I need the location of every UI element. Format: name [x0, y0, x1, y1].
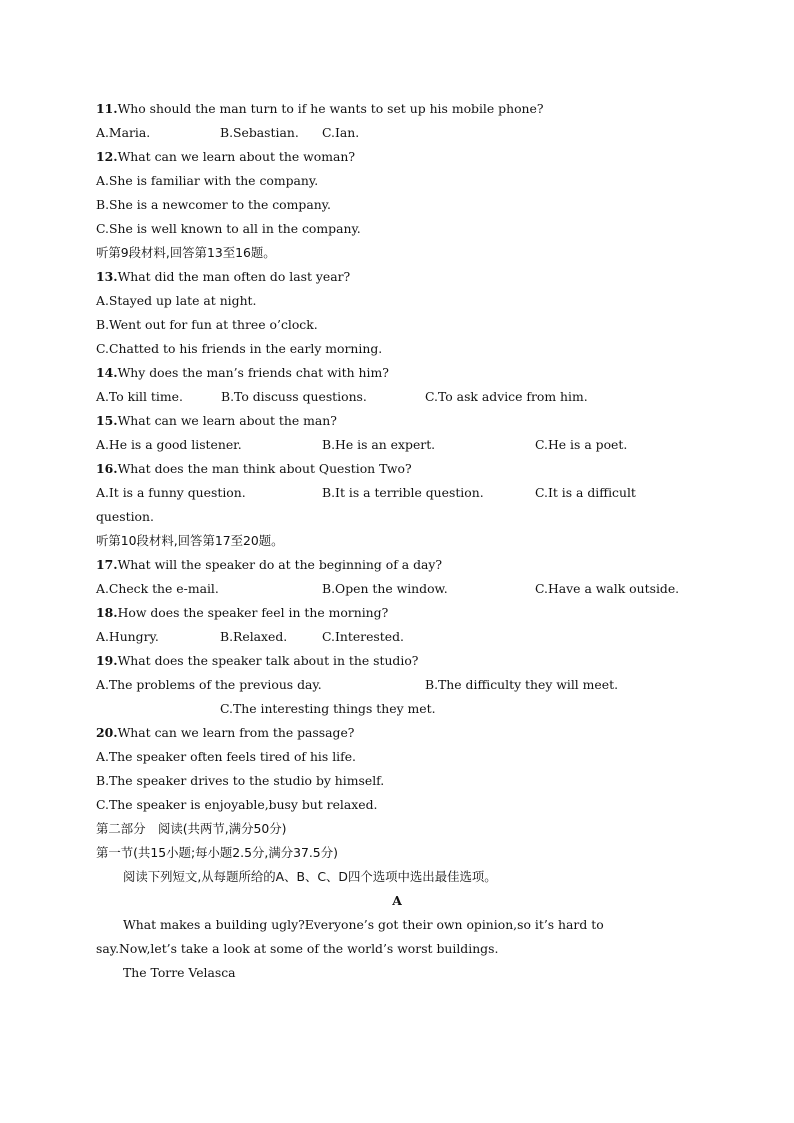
question-15	[96, 413, 337, 429]
question-text: How does the speaker feel in the morning?	[117, 605, 389, 620]
option-18-b: B.Relaxed.	[220, 629, 288, 644]
question-text: What does the man think about Question Two?	[117, 461, 412, 476]
question-13	[96, 269, 350, 285]
question-number: 12.	[96, 149, 118, 164]
option-16-c: C.It is a difficult	[535, 485, 636, 500]
question-14	[96, 365, 389, 381]
question-19	[96, 653, 418, 669]
question-number: 18.	[96, 605, 118, 620]
option-15-a: A.He is a good listener.	[96, 437, 242, 452]
option-18-c: C.Interested.	[322, 629, 404, 644]
option-11-b: B.Sebastian.	[220, 125, 299, 140]
option-13-a: A.Stayed up late at night.	[96, 293, 257, 308]
option-11-a: A.Maria.	[96, 125, 151, 140]
option-18-a: A.Hungry.	[96, 629, 159, 644]
option-20-b: B.The speaker drives to the studio by himself.	[96, 773, 385, 788]
option-12-c: C.She is well known to all in the company.	[96, 221, 361, 236]
question-number: 14.	[96, 365, 118, 380]
option-19-b: B.The difficulty they will meet.	[425, 677, 619, 692]
question-16	[96, 461, 412, 477]
option-19-c: C.The interesting things they met.	[220, 701, 436, 716]
question-18	[96, 605, 388, 621]
option-19-a: A.The problems of the previous day.	[96, 677, 322, 692]
question-number: 13.	[96, 269, 118, 284]
reading-instruction: 阅读下列短文,从每题所给的A、B、C、D四个选项中选出最佳选项。	[123, 869, 497, 884]
question-text: What does the speaker talk about in the studio?	[117, 653, 419, 668]
option-14-b: B.To discuss questions.	[221, 389, 367, 404]
option-12-a: A.She is familiar with the company.	[96, 173, 319, 188]
section-10-heading: 听第10段材料,回答第17至20题。	[96, 533, 284, 548]
option-13-b: B.Went out for fun at three o’clock.	[96, 317, 318, 332]
option-14-c: C.To ask advice from him.	[425, 389, 588, 404]
question-number: 20.	[96, 725, 118, 740]
question-text: What can we learn about the woman?	[117, 149, 355, 164]
question-11	[96, 101, 544, 117]
question-text: What can we learn from the passage?	[117, 725, 355, 740]
question-number: 11.	[96, 101, 118, 116]
question-20	[96, 725, 354, 741]
section-1-heading: 第一节(共15小题;每小题2.5分,满分37.5分)	[96, 845, 338, 860]
question-text: What can we learn about the man?	[117, 413, 337, 428]
option-17-b: B.Open the window.	[322, 581, 448, 596]
paragraph-1-line-2: say.Now,let’s take a look at some of the world’s worst buildings.	[96, 941, 499, 956]
question-text: What did the man often do last year?	[117, 269, 351, 284]
option-16-b: B.It is a terrible question.	[322, 485, 484, 500]
passage-label: A	[392, 893, 402, 908]
subheading-torre-velasca: The Torre Velasca	[123, 965, 236, 980]
option-11-c: C.Ian.	[322, 125, 360, 140]
question-number: 19.	[96, 653, 118, 668]
paragraph-1-line-1: What makes a building ugly?Everyone’s got their own opinion,so it’s hard to	[123, 917, 604, 932]
option-15-c: C.He is a poet.	[535, 437, 628, 452]
option-12-b: B.She is a newcomer to the company.	[96, 197, 331, 212]
option-15-b: B.He is an expert.	[322, 437, 436, 452]
question-text: Why does the man’s friends chat with him?	[117, 365, 389, 380]
question-number: 16.	[96, 461, 118, 476]
option-17-c: C.Have a walk outside.	[535, 581, 680, 596]
option-16-a: A.It is a funny question.	[96, 485, 246, 500]
question-12	[96, 149, 355, 165]
question-text: Who should the man turn to if he wants to set up his mobile phone?	[117, 101, 544, 116]
question-number: 17.	[96, 557, 118, 572]
option-13-c: C.Chatted to his friends in the early morning.	[96, 341, 383, 356]
question-number: 15.	[96, 413, 118, 428]
question-17	[96, 557, 442, 573]
option-14-a: A.To kill time.	[96, 389, 183, 404]
section-9-heading: 听第9段材料,回答第13至16题。	[96, 245, 276, 260]
question-text: What will the speaker do at the beginning of a day?	[117, 557, 443, 572]
option-20-a: A.The speaker often feels tired of his life.	[96, 749, 356, 764]
part-2-heading: 第二部分 阅读(共两节,满分50分)	[96, 821, 287, 836]
option-17-a: A.Check the e-mail.	[96, 581, 219, 596]
option-20-c: C.The speaker is enjoyable,busy but relaxed.	[96, 797, 378, 812]
option-16-c-continued: question.	[96, 509, 154, 524]
